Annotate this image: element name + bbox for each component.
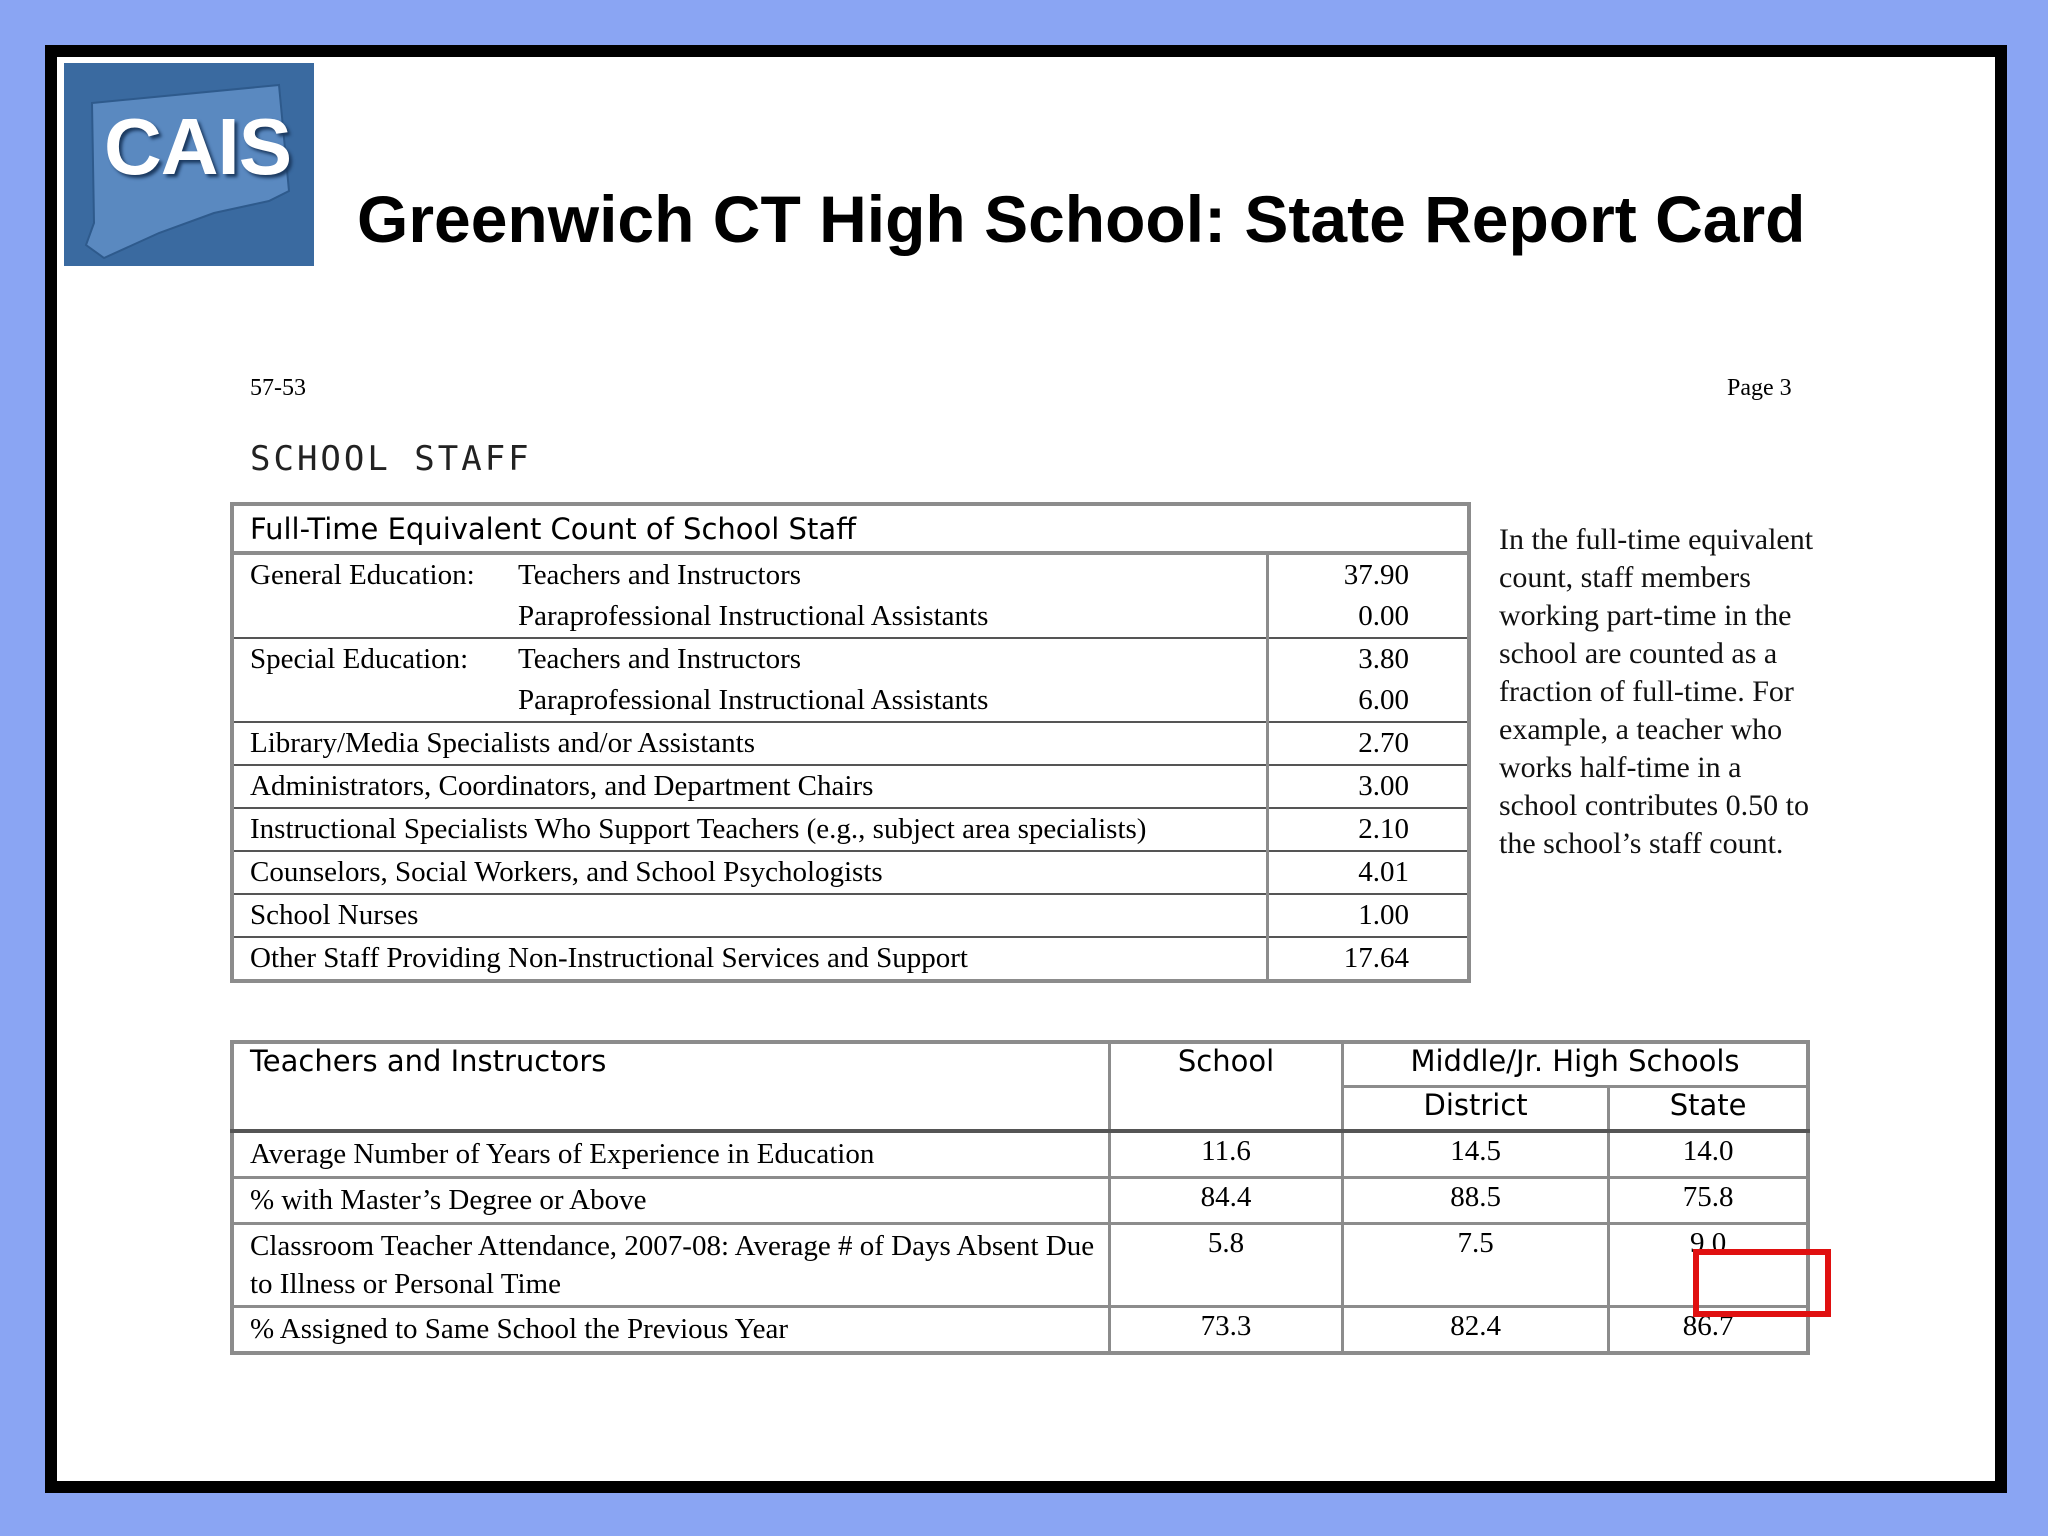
state-value: 9.0: [1609, 1224, 1808, 1307]
staff-role: Paraprofessional Instructional Assistants: [518, 600, 989, 632]
staff-label: Administrators, Coordinators, and Department Chairs: [232, 765, 1268, 808]
staff-category: [232, 680, 518, 722]
school-column-header: School: [1110, 1042, 1343, 1131]
fte-staff-table: [230, 502, 1471, 983]
table-row: [232, 1178, 1808, 1224]
fte-value: 0.00: [1268, 596, 1470, 638]
table-row: [232, 553, 1469, 596]
district-value: 14.5: [1343, 1131, 1609, 1178]
fte-explanation-note: In the full-time equivalent count, staff members working part-time in the school are counted as a fraction of full-time. For example, a teacher who works half-time in a school contributes 0.50 to the school’s staff count.: [1499, 523, 1814, 860]
fte-value: 3.00: [1268, 765, 1470, 808]
staff-label: Other Staff Providing Non-Instructional Services and Support: [232, 937, 1268, 981]
table-row: [232, 638, 1469, 680]
state-value: 14.0: [1609, 1131, 1808, 1178]
staff-label: Library/Media Specialists and/or Assistants: [232, 722, 1268, 765]
table-row: [232, 851, 1469, 894]
school-value: 73.3: [1110, 1307, 1343, 1354]
state-value: 86.7: [1609, 1307, 1808, 1354]
table-row: [232, 808, 1469, 851]
staff-role: Teachers and Instructors: [518, 638, 1268, 680]
logo-text: CAIS: [104, 102, 292, 191]
table-row: [232, 937, 1469, 981]
cais-logo: [64, 63, 314, 266]
section-heading: SCHOOL STAFF: [250, 439, 532, 479]
teachers-table: [230, 1040, 1810, 1355]
metric-label: % Assigned to Same School the Previous Year: [232, 1307, 1110, 1354]
staff-label: School Nurses: [232, 894, 1268, 937]
staff-label: Counselors, Social Workers, and School Psychologists: [232, 851, 1268, 894]
school-value: 84.4: [1110, 1178, 1343, 1224]
fte-value: 17.64: [1268, 937, 1470, 981]
table-row: [232, 722, 1469, 765]
table-row: [232, 1224, 1808, 1307]
staff-category: General Education:: [250, 559, 475, 591]
metric-label: Average Number of Years of Experience in Education: [232, 1131, 1110, 1178]
page-number: Page 3: [1727, 375, 1792, 401]
highlight-box: [1693, 1249, 1831, 1317]
state-value: 75.8: [1609, 1178, 1808, 1224]
staff-role: Paraprofessional Instructional Assistants: [518, 684, 989, 716]
metric-label: % with Master’s Degree or Above: [232, 1178, 1110, 1224]
fte-value: 1.00: [1268, 894, 1470, 937]
teachers-header-label: Teachers and Instructors: [232, 1042, 1110, 1131]
fte-value: 37.90: [1268, 553, 1470, 596]
table-row: [232, 894, 1469, 937]
district-value: 7.5: [1343, 1224, 1609, 1307]
table-row: [232, 680, 1469, 722]
table-row: [232, 765, 1469, 808]
staff-category: Special Education:: [232, 638, 518, 680]
middle-high-group-header: Middle/Jr. High Schools: [1343, 1042, 1809, 1087]
fte-table-header: Full-Time Equivalent Count of School Staff: [232, 504, 1469, 553]
staff-category: [232, 596, 518, 638]
fte-value: 2.70: [1268, 722, 1470, 765]
slide: [45, 45, 2007, 1493]
document-id: 57-53: [250, 375, 306, 401]
staff-label: Instructional Specialists Who Support Teachers (e.g., subject area specialists): [232, 808, 1268, 851]
district-value: 88.5: [1343, 1178, 1609, 1224]
staff-role: Teachers and Instructors: [518, 559, 802, 591]
fte-value: 3.80: [1268, 638, 1470, 680]
district-value: 82.4: [1343, 1307, 1609, 1354]
fte-value: 4.01: [1268, 851, 1470, 894]
fte-value: 6.00: [1268, 680, 1470, 722]
metric-label: Classroom Teacher Attendance, 2007-08: Average # of Days Absent Due to Illness or Personal Time: [232, 1224, 1110, 1307]
district-column-header: District: [1343, 1087, 1609, 1132]
school-value: 11.6: [1110, 1131, 1343, 1178]
table-row: [232, 1131, 1808, 1178]
school-value: 5.8: [1110, 1224, 1343, 1307]
fte-value: 2.10: [1268, 808, 1470, 851]
table-row: [232, 596, 1469, 638]
state-column-header: State: [1609, 1087, 1808, 1132]
page-title: Greenwich CT High School: State Report Card: [357, 182, 1806, 256]
table-row: [232, 1307, 1808, 1354]
